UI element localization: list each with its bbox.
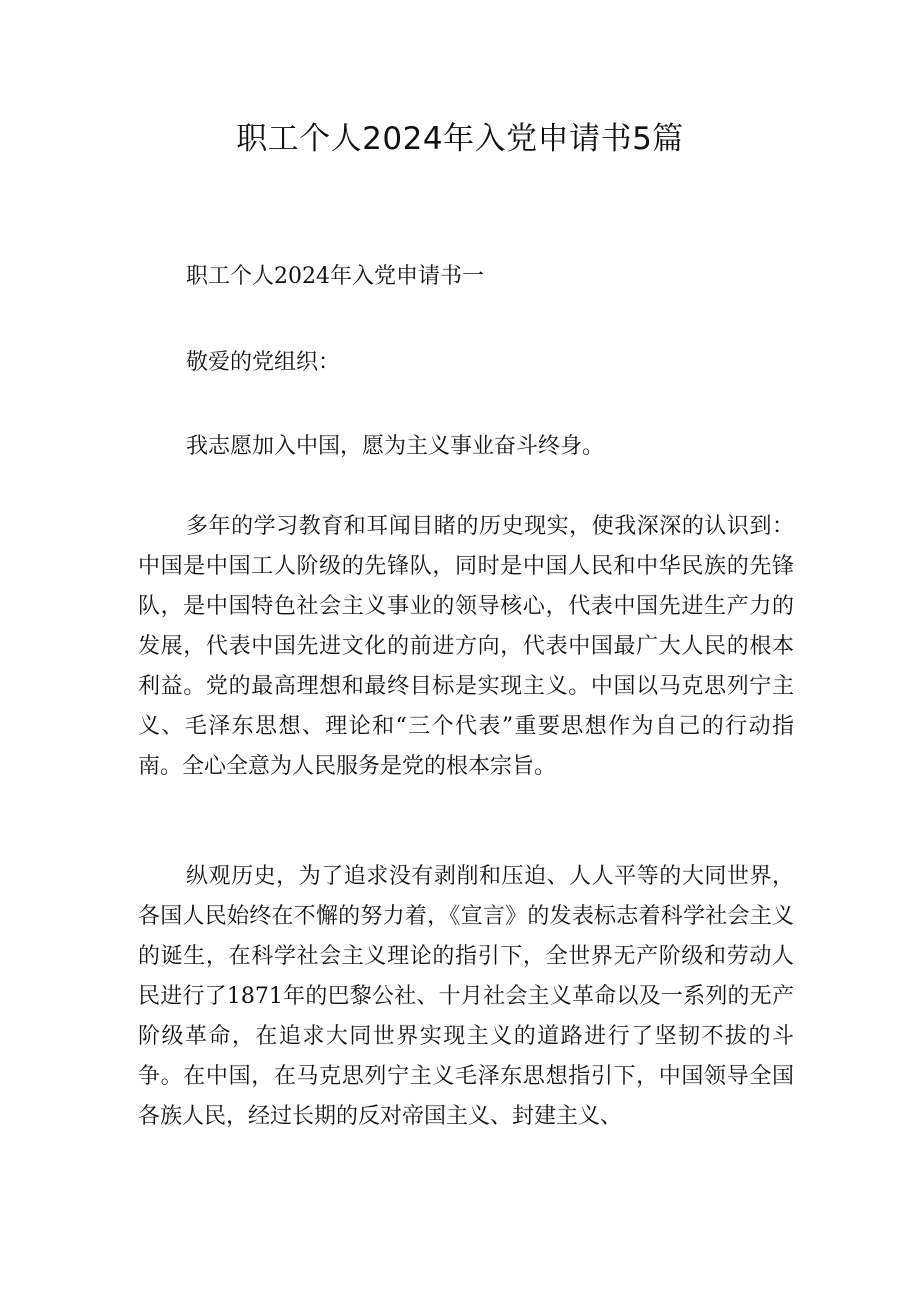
body-paragraph-2: 纵观历史，为了追求没有剥削和压迫、人人平等的大同世界，各国人民始终在不懈的努力着，《宣言》的发表标志着科学社会主义的诞生，在科学社会主义理论的指引下，全世界无产阶级和劳动人民进行了1871年的巴黎公社、十月社会主义革命以及一系列的无产阶级革命，在追求大同世界实现主义的道路进行了坚韧不拔的斗争。在中国，在马克思列宁主义毛泽东思想指引下，中国领导全国各族人民，经过长期的反对帝国主义、封建主义、	[138, 864, 794, 1129]
pledge-paragraph: 我志愿加入中国，愿为主义事业奋斗终身。	[186, 434, 605, 459]
letter-heading: 职工个人2024年入党申请书一	[186, 264, 484, 289]
document-title: 职工个人2024年入党申请书5篇	[236, 121, 684, 157]
body-paragraph-1: 多年的学习教育和耳闻目睹的历史现实，使我深深的认识到：中国是中国工人阶级的先锋队，同时是中国人民和中华民族的先锋队，是中国特色社会主义事业的领导核心，代表中国先进生产力的发展，代表中国先进文化的前进方向，代表中国最广大人民的根本利益。党的最高理想和最终目标是实现主义。中国以马克思列宁主义、毛泽东思想、理论和“三个代表”重要思想作为自己的行动指南。全心全意为人民服务是党的根本宗旨。	[138, 514, 794, 779]
salutation: 敬爱的党组织：	[186, 350, 341, 375]
